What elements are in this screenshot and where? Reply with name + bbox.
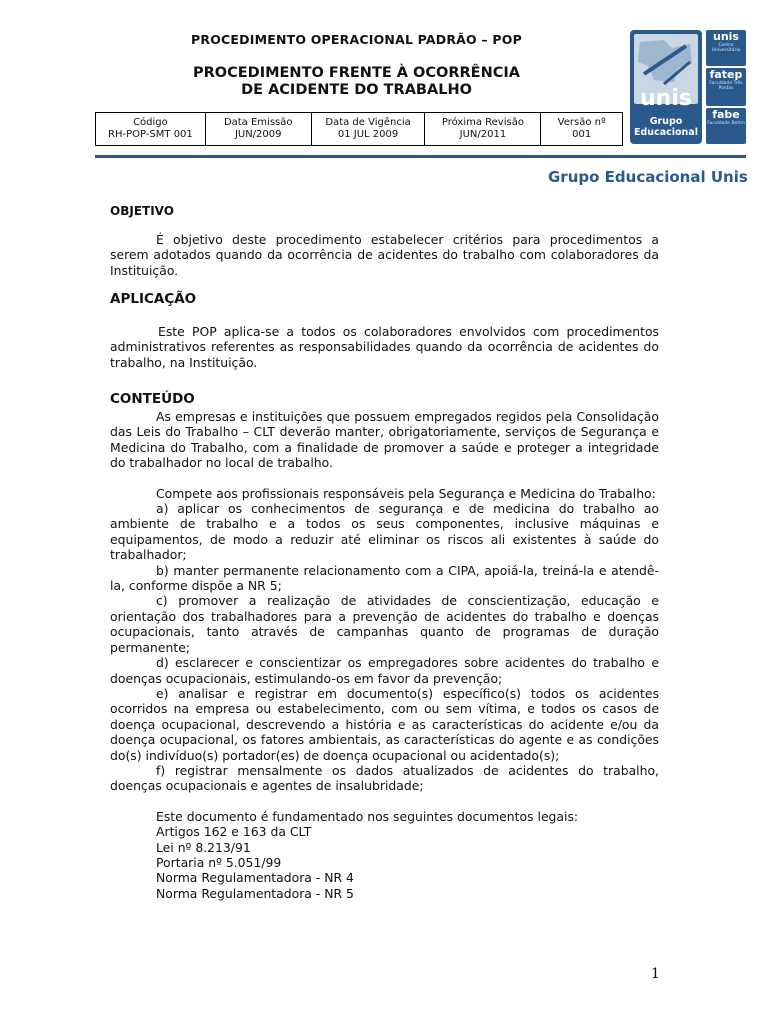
info-value: JUN/2009 (234, 129, 282, 140)
unis-logo (630, 30, 702, 144)
info-cell-issue-date (205, 113, 311, 146)
institution-list (706, 30, 746, 146)
logo-subtitle-line2: Educacional (634, 127, 698, 138)
legal-item: Norma Regulamentadora - NR 5 (156, 885, 354, 901)
document-info-table (95, 112, 623, 146)
info-label: Data de Vigência (325, 117, 411, 128)
info-cell-version (541, 113, 623, 146)
section-title-conteudo: CONTEÚDO (110, 391, 195, 407)
info-cell-next-revision (425, 113, 541, 146)
map-icon (634, 34, 698, 90)
legal-item: Artigos 162 e 163 da CLT (156, 824, 312, 840)
section-title-objetivo: OBJETIVO (110, 204, 174, 218)
list-item: f) registrar mensalmente os dados atualizados de acidentes do trabalho, doenças ocupacionais e agentes de insalubridade; (110, 762, 659, 794)
institution-desc: Centro Universitário (711, 43, 741, 53)
document-title-line2: DE ACIDENTE DO TRABALHO (241, 82, 472, 98)
info-label: Versão nº (557, 117, 606, 128)
institution-desc: Faculdade Betim (707, 121, 745, 126)
legal-intro: Este documento é fundamentado nos seguintes documentos legais: (156, 808, 579, 824)
info-cell-code (96, 113, 206, 146)
brand-text: Grupo Educacional Unis (548, 168, 748, 186)
legal-item: Lei nº 8.213/91 (156, 839, 251, 855)
institution-name: unis (713, 30, 739, 43)
conteudo-paragraph: As empresas e instituições que possuem empregados regidos pela Consolidação das Leis do Trabalho – CLT deverão manter, obrigatoriamente, serviços de Segurança e Medicina do Trabalho, com a finalidade de promover a saúde e proteger a integridade do trabalhador no local de trabalho. (110, 409, 659, 471)
info-label: Próxima Revisão (441, 117, 524, 128)
conteudo-body (110, 409, 659, 901)
document-title-line1: PROCEDIMENTO FRENTE À OCORRÊNCIA (193, 65, 520, 81)
institution-unis (706, 30, 746, 66)
logo-main-text: unis (640, 86, 692, 111)
institution-name: fabe (712, 108, 740, 121)
info-value: 01 JUL 2009 (337, 129, 399, 140)
list-item: e) analisar e registrar em documento(s) específico(s) todos os acidentes ocorridos na empresa ou estabelecimento, com ou sem vítima, e todos os casos de doença ocupacional, descrevendo a história e as características do acidente e/ou da doença ocupacional, os fatores ambientais, as características do agente e as condições do(s) indivíduo(s) portador(es) de doença ocupacional ou acidentado(s); (110, 685, 659, 763)
institution-name: fatep (709, 68, 743, 81)
logo-subtitle (630, 116, 702, 138)
conteudo-paragraph: Compete aos profissionais responsáveis pela Segurança e Medicina do Trabalho: (156, 485, 656, 501)
section-title-aplicacao: APLICAÇÃO (110, 291, 197, 307)
list-item: b) manter permanente relacionamento com a CIPA, apoiá-la, treiná-la e atendê-la, conforme dispõe a NR 5; (110, 562, 659, 594)
legal-item: Portaria nº 5.051/99 (156, 854, 282, 870)
legal-item: Norma Regulamentadora - NR 4 (156, 870, 354, 886)
institution-fabe (706, 108, 746, 144)
info-cell-valid-date (311, 113, 425, 146)
header-divider (95, 155, 746, 158)
info-label: Código (133, 117, 168, 128)
list-item: d) esclarecer e conscientizar os empregadores sobre acidentes do trabalho e doenças ocupacionais, estimulando-os em favor da prevenção; (110, 655, 659, 686)
institution-fatep (706, 68, 746, 106)
info-value: 001 (572, 129, 592, 140)
info-value: RH-POP-SMT 001 (108, 129, 193, 140)
logo-subtitle-line1: Grupo (649, 116, 683, 127)
document-type: PROCEDIMENTO OPERACIONAL PADRÃO – POP (191, 32, 522, 47)
institution-desc: Faculdade Três Pontas (709, 81, 743, 91)
objetivo-paragraph: É objetivo deste procedimento estabelecer critérios para procedimentos a serem adotados quando da ocorrência de acidentes do trabalho com colaboradores da Instituição. (110, 232, 659, 278)
info-label: Data Emissão (223, 117, 293, 128)
page-number: 1 (651, 966, 660, 982)
list-item: a) aplicar os conhecimentos de segurança e de medicina do trabalho ao ambiente de trabalho e a todos os seus componentes, inclusive máquinas e equipamentos, de modo a reduzir até eliminar os riscos ali existentes à saúde do trabalhador; (110, 501, 659, 563)
aplicacao-paragraph: Este POP aplica-se a todos os colaboradores envolvidos com procedimentos administrativos referentes as responsabilidades quando da ocorrência de acidentes do trabalho, na Instituição. (110, 324, 659, 370)
list-item: c) promover a realização de atividades de conscientização, educação e orientação dos trabalhadores para a prevenção de acidentes do trabalho e doenças ocupacionais, tanto através de campanhas quanto de programas de duração permanente; (110, 593, 659, 655)
info-value: JUN/2011 (459, 129, 507, 140)
